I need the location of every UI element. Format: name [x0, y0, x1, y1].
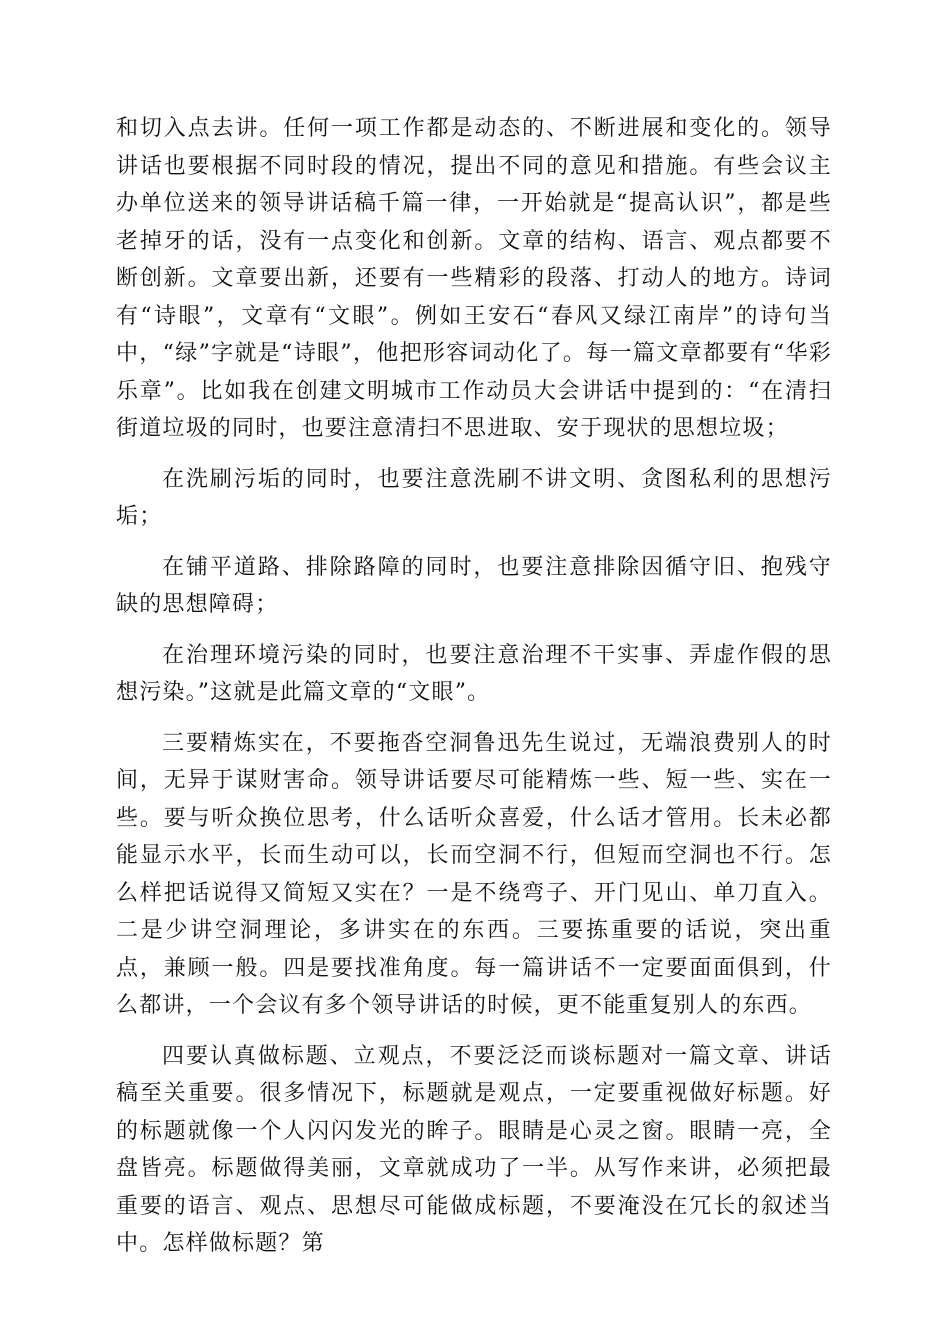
paragraph-1: 和切入点去讲。任何一项工作都是动态的、不断进展和变化的。领导讲话也要根据不同时段的情况，提出不同的意见和措施。有些会议主办单位送来的领导讲话稿千篇一律，一开始就是“提高认识”，都是些老掉牙的话，没有一点变化和创新。文章的结构、语言、观点都要不断创新。文章要出新，还要有一些精彩的段落、打动人的地方。诗词有“诗眼”，文章有“文眼”。例如王安石“春风又绿江南岸”的诗句当中，“绿”字就是“诗眼”，他把形容词动化了。每一篇文章都要有“华彩乐章”。比如我在创建文明城市工作动员大会讲话中提到的：“在清扫街道垃圾的同时，也要注意清扫不思进取、安于现状的思想垃圾；	[116, 116, 832, 441]
paragraph-4: 在治理环境污染的同时，也要注意治理不干实事、弄虚作假的思想污染。”这就是此篇文章的“文眼”。	[116, 642, 832, 705]
paragraph-3: 在铺平道路、排除路障的同时，也要注意排除因循守旧、抱残守缺的思想障碍；	[116, 554, 832, 617]
paragraph-5: 三要精炼实在，不要拖沓空洞鲁迅先生说过，无端浪费别人的时间，无异于谋财害命。领导讲话要尽可能精炼一些、短一些、实在一些。要与听众换位思考，什么话听众喜爱，什么话才管用。长未必都能显示水平，长而生动可以，长而空洞不行，但短而空洞也不行。怎么样把话说得又简短又实在？一是不绕弯子、开门见山、单刀直入。二是少讲空洞理论，多讲实在的东西。三要拣重要的话说，突出重点，兼顾一般。四是要找准角度。每一篇讲话不一定要面面俱到，什么都讲，一个会议有多个领导讲话的时候，更不能重复别人的东西。	[116, 730, 832, 1018]
document-body	[116, 110, 832, 1263]
paragraph-6: 四要认真做标题、立观点，不要泛泛而谈标题对一篇文章、讲话稿至关重要。很多情况下，标题就是观点，一定要重视做好标题。好的标题就像一个人闪闪发光的眸子。眼睛是心灵之窗。眼睛一亮，全盘皆亮。标题做得美丽，文章就成功了一半。从写作来讲，必须把最重要的语言、观点、思想尽可能做成标题，不要淹没在冗长的叙述当中。怎样做标题？第	[116, 1043, 832, 1256]
paragraph-2: 在洗刷污垢的同时，也要注意洗刷不讲文明、贪图私利的思想污垢；	[116, 466, 832, 529]
